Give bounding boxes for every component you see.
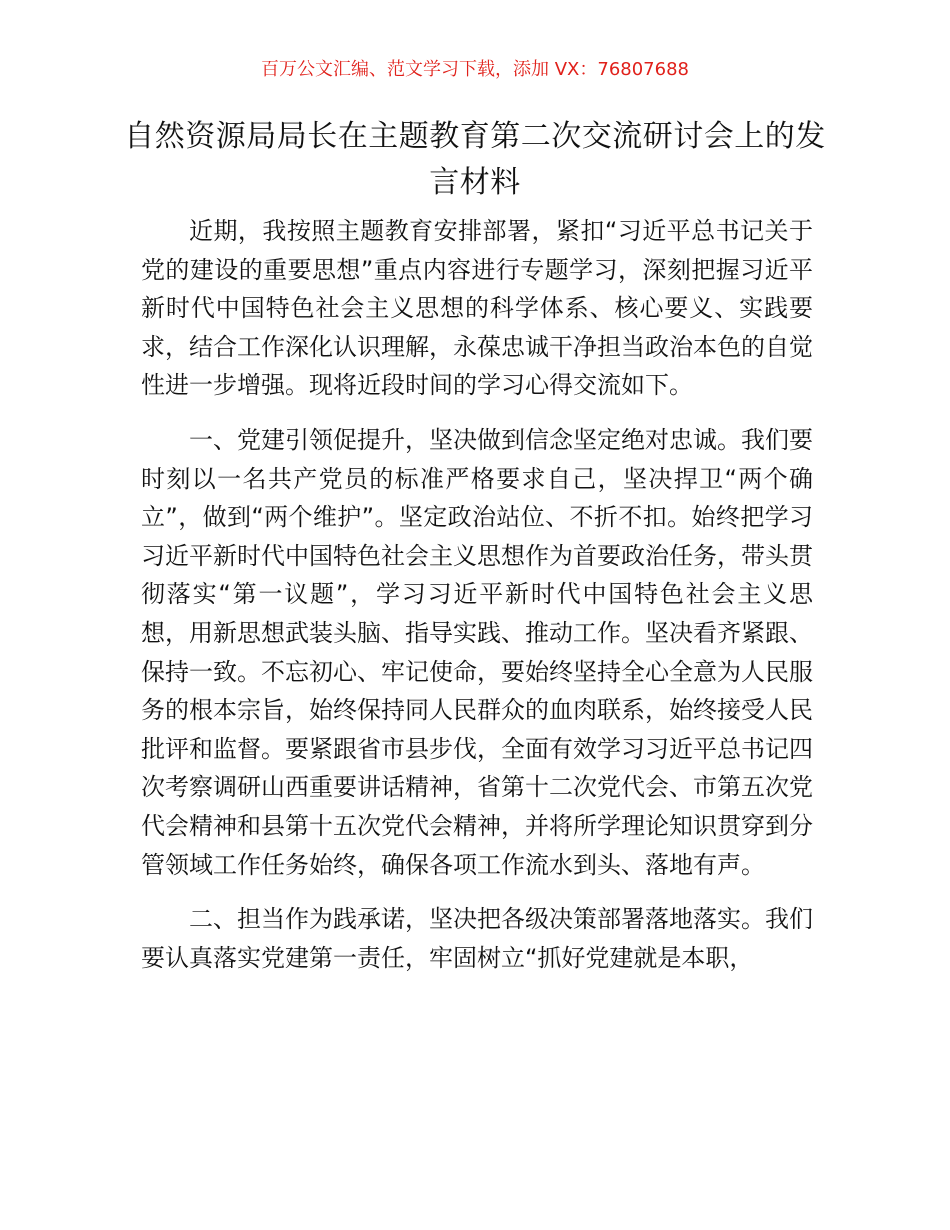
header-watermark-note: 百万公文汇编、范文学习下载，添加 VX：76807688 [261, 59, 689, 80]
paragraph-section-1: 一、党建引领促提升，坚决做到信念坚定绝对忠诚。我们要时刻以一名共产党员的标准严格要求自己，坚决捍卫“两个确立”，做到“两个维护”。坚定政治站位、不折不扣。始终把学习习近平新时代中国特色社会主义思想作为首要政治任务，带头贯彻落实“第一议题”，学习习近平新时代中国特色社会主义思想，用新思想武装头脑、指导实践、推动工作。坚决看齐紧跟、保持一致。不忘初心、牢记使命，要始终坚持全心全意为人民服务的根本宗旨，始终保持同人民群众的血肉联系，始终接受人民批评和监督。要紧跟省市县步伐，全面有效学习习近平总书记四次考察调研山西重要讲话精神，省第十二次党代会、市第五次党代会精神和县第十五次党代会精神，并将所学理论知识贯穿到分管领域工作任务始终，确保各项工作流水到头、落地有声。 [141, 425, 813, 879]
paragraph-section-2: 二、担当作为践承诺，坚决把各级决策部署落地落实。我们要认真落实党建第一责任，牢固树立“抓好党建就是本职， [141, 905, 813, 972]
document-body [141, 212, 813, 993]
document-title: 自然资源局局长在主题教育第二次交流研讨会上的发言材料 [124, 119, 826, 200]
paragraph-intro: 近期，我按照主题教育安排部署，紧扣“习近平总书记关于党的建设的重要思想”重点内容进行专题学习，深刻把握习近平新时代中国特色社会主义思想的科学体系、核心要义、实践要求，结合工作深化认识理解，永葆忠诚干净担当政治本色的自觉性进一步增强。现将近段时间的学习心得交流如下。 [141, 217, 813, 400]
